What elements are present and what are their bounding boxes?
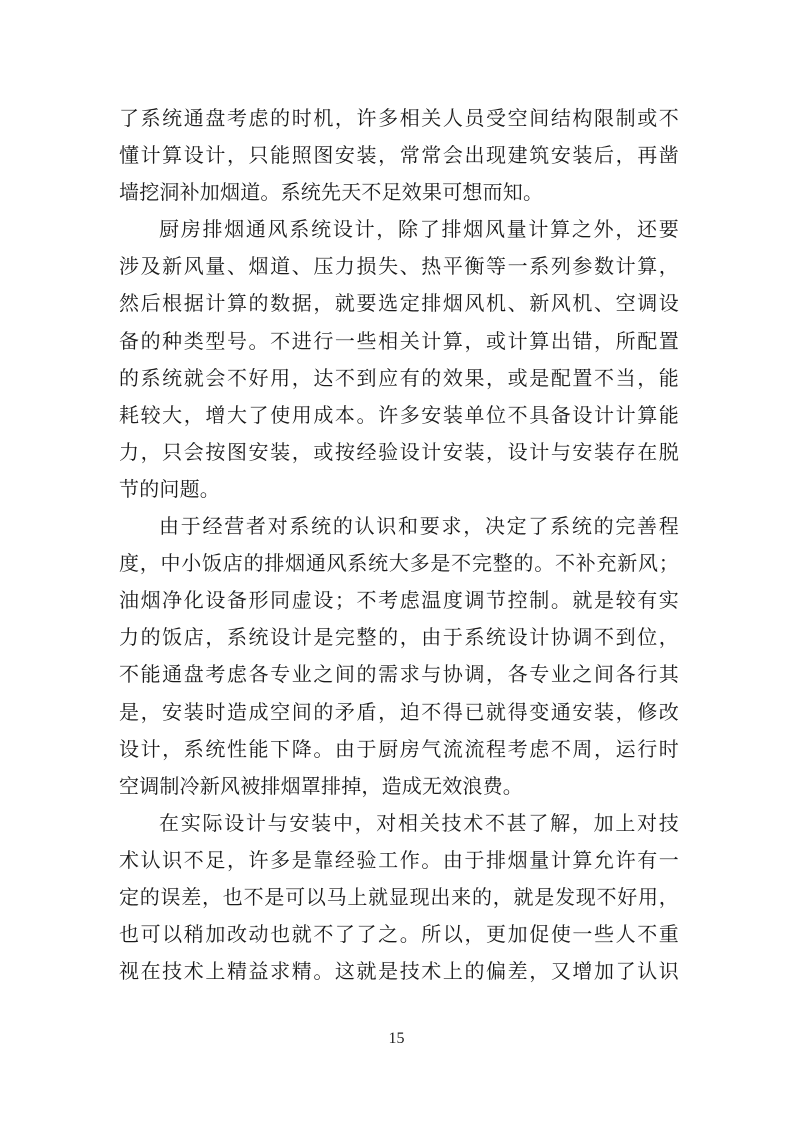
text-line: 油烟净化设备形同虚设；不考虑温度调节控制。就是较有实 <box>119 588 679 613</box>
text-line: 了系统通盘考虑的时机，许多相关人员受空间结构限制或不 <box>119 106 679 130</box>
text-line: 墙挖洞补加烟道。系统先天不足效果可想而知。 <box>119 180 544 205</box>
text-line: 也可以稍加改动也就不了了之。所以，更加促使一些人不重 <box>119 922 679 947</box>
text-line: 厨房排烟通风系统设计，除了排烟风量计算之外，还要 <box>159 217 679 242</box>
paragraph <box>119 805 679 990</box>
text-line: 是，安装时造成空间的矛盾，迫不得已就得变通安装，修改 <box>119 699 679 724</box>
text-line: 备的种类型号。不进行一些相关计算，或计算出错，所配置 <box>119 328 679 353</box>
text-line: 术认识不足，许多是靠经验工作。由于排烟量计算允许有一 <box>119 847 679 872</box>
text-line: 度，中小饭店的排烟通风系统大多是不完整的。不补充新风； <box>119 551 679 576</box>
text-line: 力，只会按图安装，或按经验设计安装，设计与安装存在脱 <box>119 439 679 464</box>
text-line: 视在技术上精益求精。这就是技术上的偏差，又增加了认识 <box>119 959 679 984</box>
page-number: 15 <box>388 1030 405 1047</box>
text-line: 懂计算设计，只能照图安装，常常会出现建筑安装后，再凿 <box>119 143 679 168</box>
text-line: 节的问题。 <box>119 476 220 501</box>
text-line: 涉及新风量、烟道、压力损失、热平衡等一系列参数计算， <box>119 254 679 279</box>
text-line: 耗较大，增大了使用成本。许多安装单位不具备设计计算能 <box>119 402 679 427</box>
text-line: 然后根据计算的数据，就要选定排烟风机、新风机、空调设 <box>119 291 679 316</box>
body-text <box>119 100 679 990</box>
text-line: 空调制冷新风被排烟罩排掉，造成无效浪费。 <box>119 773 523 798</box>
text-line: 定的误差，也不是可以马上就显现出来的，就是发现不好用， <box>119 884 679 909</box>
text-line: 由于经营者对系统的认识和要求，决定了系统的完善程 <box>159 514 679 539</box>
text-line: 力的饭店，系统设计是完整的，由于系统设计协调不到位， <box>119 625 679 650</box>
text-line: 不能通盘考虑各专业之间的需求与协调，各专业之间各行其 <box>119 662 679 687</box>
text-line: 设计，系统性能下降。由于厨房气流流程考虑不周，运行时 <box>119 736 679 761</box>
paragraph <box>119 508 679 805</box>
paragraph <box>119 211 679 508</box>
text-line: 在实际设计与安装中，对相关技术不甚了解，加上对技 <box>159 810 679 835</box>
paragraph <box>119 100 679 211</box>
text-line: 的系统就会不好用，达不到应有的效果，或是配置不当，能 <box>119 365 679 390</box>
